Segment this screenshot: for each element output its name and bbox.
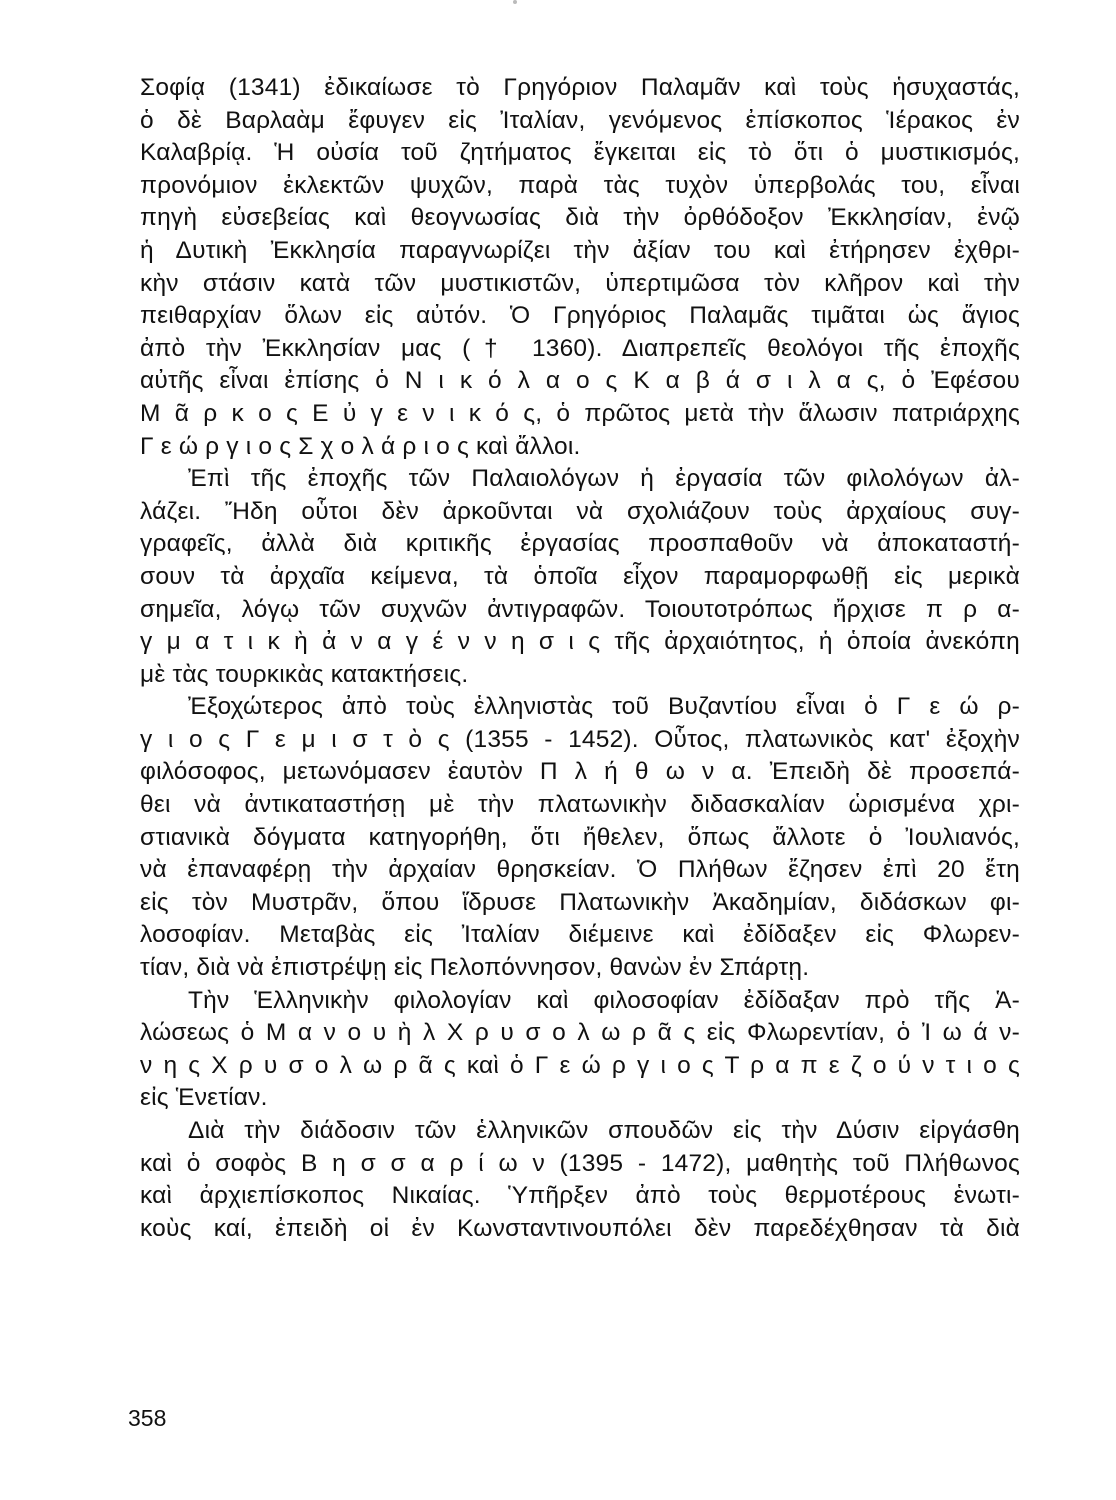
text-line: πειθαρχίαν ὅλων εἰς αὐτόν. Ὁ Γρηγόριος Παλαμᾶς τιμᾶται ὡς ἅγιος — [140, 302, 1020, 330]
paragraph-start-line: Τὴν Ἑλληνικὴν φιλολογίαν καὶ φιλοσοφίαν ἐδίδαξαν πρὸ τῆς Ἁ- — [188, 986, 1020, 1014]
text-line: αὐτῆς εἶναι ἐπίσης ὁ Ν ι κ ό λ α ο ς Κ α β ά σ ι λ α ς, ὁ Ἐφέσου — [140, 367, 1020, 395]
text-line: πηγὴ εὐσεβείας καὶ θεογνωσίας διὰ τὴν ὀρθόδοξον Ἐκκλησίαν, ἐνῷ — [140, 204, 1020, 232]
text-line: μὲ τὰς τουρκικὰς κατακτήσεις. — [140, 660, 469, 688]
paragraph-start-line: Ἐξοχώτερος ἀπὸ τοὺς ἑλληνιστὰς τοῦ Βυζαντίου εἶναι ὁ Γ ε ώ ρ- — [188, 693, 1020, 721]
text-line: καὶ ἀρχιεπίσκοπος Νικαίας. Ὑπῆρξεν ἀπὸ τοὺς θερμοτέρους ἑνωτι- — [140, 1182, 1020, 1210]
text-line: λάζει. Ἤδη οὗτοι δὲν ἀρκοῦνται νὰ σχολιάζουν τοὺς ἀρχαίους συγ- — [140, 497, 1020, 525]
text-line: γ ι ο ς Γ ε μ ι σ τ ὸ ς (1355 - 1452). Οὗτος, πλατωνικὸς κατ' ἐξοχὴν — [140, 725, 1020, 753]
text-line: γ μ α τ ι κ ὴ ἀ ν α γ έ ν ν η σ ι ς τῆς ἀρχαιότητος, ἡ ὁποία ἀνεκόπη — [140, 628, 1020, 656]
text-line: λώσεως ὁ Μ α ν ο υ ὴ λ Χ ρ υ σ ο λ ω ρ ᾶ ς εἰς Φλωρεντίαν, ὁ Ἰ ω ά ν- — [140, 1019, 1020, 1047]
text-line: γραφεῖς, ἀλλὰ διὰ κριτικῆς ἐργασίας προσπαθοῦν νὰ ἀποκαταστή- — [140, 530, 1020, 558]
text-line: στιανικὰ δόγματα κατηγορήθη, ὅτι ἤθελεν, ὅπως ἄλλοτε ὁ Ἰουλιανός, — [140, 823, 1020, 851]
text-line: εἰς τὸν Μυστρᾶν, ὅπου ἵδρυσε Πλατωνικὴν Ἀκαδημίαν, διδάσκων φι- — [140, 888, 1020, 916]
text-line: Σοφίᾳ (1341) ἐδικαίωσε τὸ Γρηγόριον Παλαμᾶν καὶ τοὺς ἡσυχαστάς, — [140, 74, 1020, 101]
text-line: Γ ε ώ ρ γ ι ο ς Σ χ ο λ ά ρ ι ο ς καὶ ἄλλοι. — [140, 432, 581, 460]
text-line: ἡ Δυτικὴ Ἐκκλησία παραγνωρίζει τὴν ἀξίαν του καὶ ἐτήρησεν ἐχθρι- — [140, 236, 1020, 264]
text-line: τίαν, διὰ νὰ ἐπιστρέψῃ εἰς Πελοπόννησον, θανὼν ἐν Σπάρτῃ. — [140, 954, 810, 982]
text-line: κοὺς καί, ἐπειδὴ οἱ ἐν Κωνσταντινουπόλει δὲν παρεδέχθησαν τὰ διὰ — [140, 1214, 1020, 1242]
text-line: φιλόσοφος, μετωνόμασεν ἑαυτὸν Π λ ή θ ω ν α. Ἐπειδὴ δὲ προσεπά- — [140, 758, 1020, 786]
text-line: Μ ᾶ ρ κ ο ς Ε ὐ γ ε ν ι κ ό ς, ὁ πρῶτος μετὰ τὴν ἅλωσιν πατριάρχης — [140, 399, 1020, 427]
body-text — [140, 72, 1020, 1245]
text-line: λοσοφίαν. Μεταβὰς εἰς Ἰταλίαν διέμεινε καὶ ἐδίδαξεν εἰς Φλωρεν- — [140, 921, 1020, 949]
text-line: ὁ δὲ Βαρλαὰμ ἔφυγεν εἰς Ἰταλίαν, γενόμενος ἐπίσκοπος Ἱέρακος ἐν — [140, 106, 1020, 134]
paragraph-start-line: Ἐπὶ τῆς ἐποχῆς τῶν Παλαιολόγων ἡ ἐργασία τῶν φιλολόγων ἀλ- — [188, 465, 1020, 493]
text-line: εἰς Ἑνετίαν. — [140, 1084, 268, 1112]
paragraph-start-line: Διὰ τὴν διάδοσιν τῶν ἑλληνικῶν σπουδῶν εἰς τὴν Δύσιν εἰργάσθη — [188, 1117, 1020, 1144]
text-line: νὰ ἐπαναφέρῃ τὴν ἀρχαίαν θρησκείαν. Ὁ Πλήθων ἔζησεν ἐπὶ 20 ἔτη — [140, 856, 1020, 884]
text-line: σουν τὰ ἀρχαῖα κείμενα, τὰ ὁποῖα εἶχον παραμορφωθῇ εἰς μερικὰ — [140, 562, 1020, 590]
text-line: ν η ς Χ ρ υ σ ο λ ω ρ ᾶ ς καὶ ὁ Γ ε ώ ρ γ ι ο ς Τ ρ α π ε ζ ο ύ ν τ ι ο ς — [140, 1051, 1020, 1079]
text-line: Καλαβρίᾳ. Ἡ οὐσία τοῦ ζητήματος ἔγκειται εἰς τὸ ὅτι ὁ μυστικισμός, — [140, 139, 1020, 167]
text-line: θει νὰ ἀντικαταστήσῃ μὲ τὴν πλατωνικὴν διδασκαλίαν ὡρισμένα χρι- — [140, 791, 1020, 819]
text-line: σημεῖα, λόγῳ τῶν συχνῶν ἀντιγραφῶν. Τοιουτοτρόπως ἤρχισε π ρ α- — [140, 595, 1020, 623]
text-line: κὴν στάσιν κατὰ τῶν μυστικιστῶν, ὑπερτιμῶσα τὸν κλῆρον καὶ τὴν — [140, 269, 1020, 297]
text-line: ἀπὸ τὴν Ἐκκλησίαν μας († 1360). Διαπρεπεῖς θεολόγοι τῆς ἐποχῆς — [140, 334, 1020, 362]
text-line: καὶ ὁ σοφὸς Β η σ σ α ρ ί ω ν (1395 - 1472), μαθητὴς τοῦ Πλήθωνος — [140, 1149, 1020, 1177]
page-number: 358 — [128, 1405, 167, 1431]
scan-speck — [513, 0, 517, 4]
text-line: προνόμιον ἐκλεκτῶν ψυχῶν, παρὰ τὰς τυχὸν ὑπερβολάς του, εἶναι — [140, 171, 1020, 199]
